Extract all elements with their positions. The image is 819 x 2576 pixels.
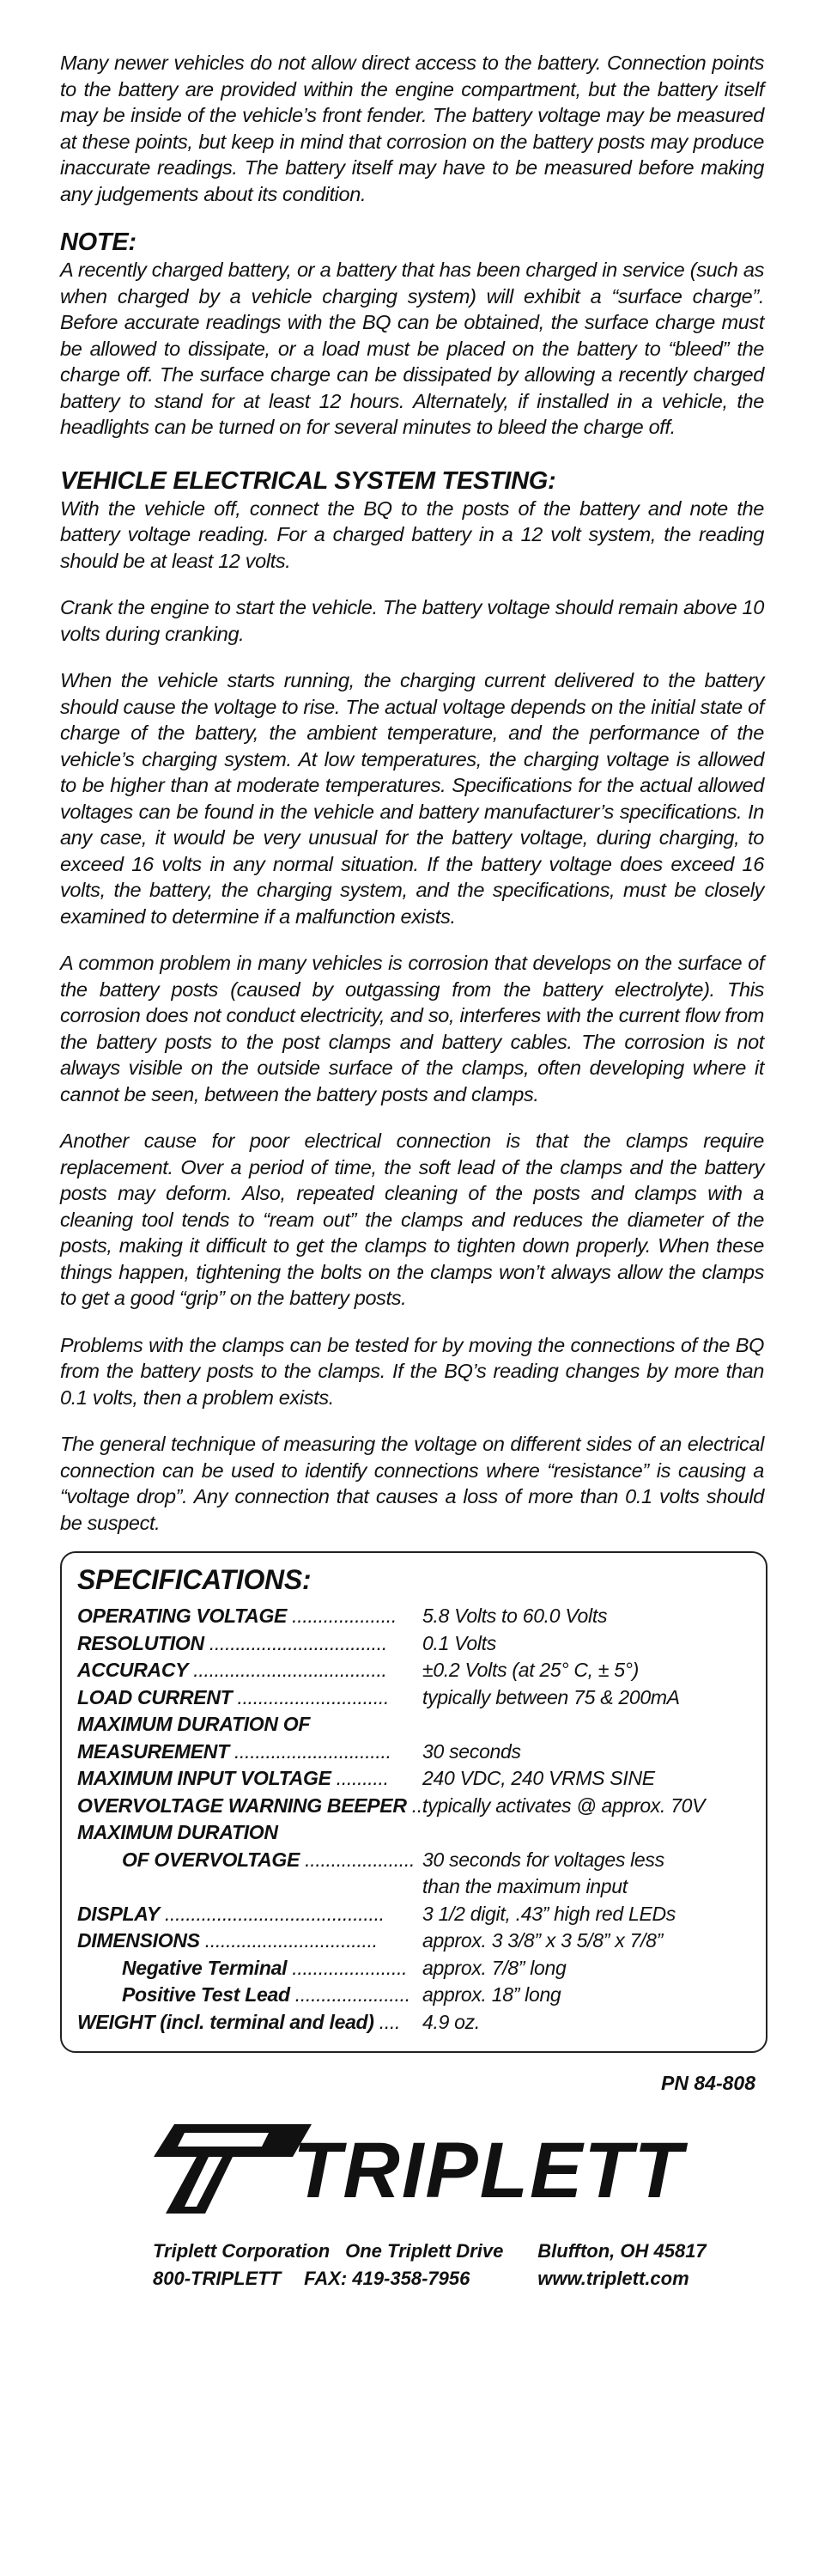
spec-value: 30 seconds xyxy=(422,1739,521,1763)
note-heading: NOTE: xyxy=(60,228,136,256)
note-paragraph: A recently charged battery, or a battery that has been charged in service (such as when charged by a vehicle charging system) will exhibit a “surface charge”. Before accurate readings with the BQ can be obtained, the surface charge must be allowed to dissipate, or a load must be placed on the battery to “bleed” the charge off. The surface charge can be dissipated by allowing a recently charged battery to stand for at least 12 hours. Alternately, if installed in a vehicle, the headlights can be turned on for several minutes to bleed the charge off. xyxy=(60,259,764,438)
company-name: Triplett Corporation xyxy=(153,2240,331,2262)
spec-label xyxy=(77,1873,422,1901)
spec-row xyxy=(77,1873,750,1901)
spec-row xyxy=(77,1955,750,1982)
intro-paragraph: Many newer vehicles do not allow direct access to the battery. Connection points to the battery are provided within the engine compartment, but the battery itself may be inside of the vehicle’s front fender. The battery voltage may be measured at these points, but keep in mind that corrosion on the battery posts may produce inaccurate readings. The battery itself may have to be measured before making any judgements about its condition. xyxy=(60,52,764,205)
testing-heading: VEHICLE ELECTRICAL SYSTEM TESTING: xyxy=(60,466,556,495)
testing-paragraph-2: Crank the engine to start the vehicle. The battery voltage should remain above 10 volts during cranking. xyxy=(60,596,764,645)
spec-value: 30 seconds for voltages less xyxy=(422,1848,664,1871)
specifications-list xyxy=(77,1603,750,2036)
spec-row xyxy=(77,1657,750,1684)
testing-paragraph-7: The general technique of measuring the voltage on different sides of an electrical connection can be used to identify connections where “resistance” is causing a “voltage drop”. Any connection that causes a loss of more than 0.1 volts should be suspect. xyxy=(60,1433,764,1534)
specifications-box xyxy=(60,1551,767,2053)
triplett-logo-icon xyxy=(140,2119,312,2222)
spec-label: LOAD CURRENT ............................. xyxy=(77,1685,390,1708)
brand-name: TRIPLETT xyxy=(293,2127,684,2214)
spec-value: ±0.2 Volts (at 25° C, ± 5°) xyxy=(422,1659,640,1681)
spec-value: 5.8 Volts to 60.0 Volts xyxy=(422,1605,608,1627)
company-website: www.triplett.com xyxy=(537,2268,689,2289)
testing-paragraph-3: When the vehicle starts running, the charging current delivered to the battery should cause the voltage to rise. The actual voltage depends on the initial state of charge of the battery, the ambient temperature, and the performance of the vehicle’s charging system. At low temperatures, the charging voltage is allowed to be higher than at moderate temperatures. Specifications for the actual allowed voltages can be found in the vehicle and battery manufacturer’s specifications. In any case, it would be very unusual for the battery voltage, during charging, to exceed 16 volts in any normal situation. If the battery voltage does exceed 16 volts, the battery, the charging system, and the specifications, must be closely examined to determine if a malfunction exists. xyxy=(60,669,764,928)
spec-row xyxy=(77,1711,750,1739)
company-address: One Triplett Drive xyxy=(345,2240,504,2262)
company-fax: FAX: 419-358-7956 xyxy=(304,2268,470,2289)
spec-value xyxy=(422,1711,750,1739)
company-city: Bluffton, OH 45817 xyxy=(537,2240,707,2262)
testing-paragraph-5: Another cause for poor electrical connection is that the clamps require replacement. Over a period of time, the soft lead of the clamps and the battery posts may deform. Also, repeated cleaning of the posts and clamps with a cleaning tool tends to “ream out” the clamps and reduces the diameter of the posts, making it difficult to get the clamps to tighten down properly. When these things happen, tightening the bolts on the clamps won’t always allow the clamps to get a good “grip” on the battery posts. xyxy=(60,1130,764,1309)
spec-label: Positive Test Lead ...................... xyxy=(122,1983,410,2006)
spec-label: MAXIMUM DURATION xyxy=(77,1821,278,1843)
spec-row xyxy=(77,1793,750,1820)
spec-value: 4.9 oz. xyxy=(422,2010,480,2033)
contact-info xyxy=(60,2238,764,2293)
spec-label: DISPLAY .......................................... xyxy=(77,1902,385,1925)
spec-label: DIMENSIONS ................................. xyxy=(77,1929,378,1952)
spec-label: MAXIMUM INPUT VOLTAGE .......... xyxy=(77,1767,389,1789)
spec-row xyxy=(77,1847,750,1874)
spec-row xyxy=(77,1765,750,1793)
spec-value: typically activates @ approx. 70V xyxy=(422,1793,706,1817)
company-phone: 800-TRIPLETT xyxy=(153,2268,282,2289)
spec-label: OVERVOLTAGE WARNING BEEPER ... xyxy=(77,1793,428,1817)
spec-label: RESOLUTION .................................. xyxy=(77,1631,387,1654)
spec-label: MEASUREMENT .............................. xyxy=(77,1739,391,1763)
spec-row xyxy=(77,1982,750,2009)
spec-value: 240 VDC, 240 VRMS SINE xyxy=(422,1767,655,1789)
spec-row xyxy=(77,1630,750,1658)
testing-paragraph-6: Problems with the clamps can be tested for by moving the connections of the BQ from the battery posts to the clamps. If the BQ’s reading changes by more than 0.1 volts, then a problem exists. xyxy=(60,1333,764,1409)
spec-value: approx. 7/8” long xyxy=(422,1956,567,1979)
spec-row xyxy=(77,1739,750,1766)
triplett-logo xyxy=(60,2119,764,2222)
spec-label: WEIGHT (incl. terminal and lead) .... xyxy=(77,2010,401,2033)
spec-label: ACCURACY ..................................... xyxy=(77,1659,387,1681)
testing-paragraph-4: A common problem in many vehicles is corrosion that develops on the surface of the battery posts (caused by outgassing from the battery electrolyte). This corrosion does not conduct electricity, and so, interferes with the current flow from the battery posts to the post clamps and battery cables. The corrosion is not always visible on the outside surface of the clamps, often developing where it cannot be seen, between the battery posts and clamps. xyxy=(60,952,764,1105)
spec-row xyxy=(77,1901,750,1928)
spec-value: 3 1/2 digit, .43” high red LEDs xyxy=(422,1902,676,1925)
spec-label: MAXIMUM DURATION OF xyxy=(77,1713,311,1735)
spec-row xyxy=(77,1684,750,1712)
document-page xyxy=(60,50,764,2293)
spec-row xyxy=(77,1603,750,1630)
spec-row xyxy=(77,1819,750,1847)
spec-value: approx. 3 3/8” x 3 5/8” x 7/8” xyxy=(422,1929,663,1952)
spec-label: Negative Terminal ...................... xyxy=(122,1956,408,1979)
spec-value: 0.1 Volts xyxy=(422,1631,496,1654)
specifications-heading: SPECIFICATIONS: xyxy=(77,1564,312,1595)
part-number: PN 84-808 xyxy=(661,2072,755,2094)
spec-value: than the maximum input xyxy=(422,1875,628,1897)
testing-paragraph-1: With the vehicle off, connect the BQ to the posts of the battery and note the battery voltage reading. For a charged battery in a 12 volt system, the reading should be at least 12 volts. xyxy=(60,496,764,572)
spec-value xyxy=(422,1819,750,1847)
spec-value: approx. 18” long xyxy=(422,1983,561,2006)
spec-label: OPERATING VOLTAGE .................... xyxy=(77,1605,397,1627)
spec-value: typically between 75 & 200mA xyxy=(422,1685,680,1708)
spec-label: OF OVERVOLTAGE ..................... xyxy=(122,1848,416,1871)
spec-row xyxy=(77,1927,750,1955)
spec-row xyxy=(77,2009,750,2037)
